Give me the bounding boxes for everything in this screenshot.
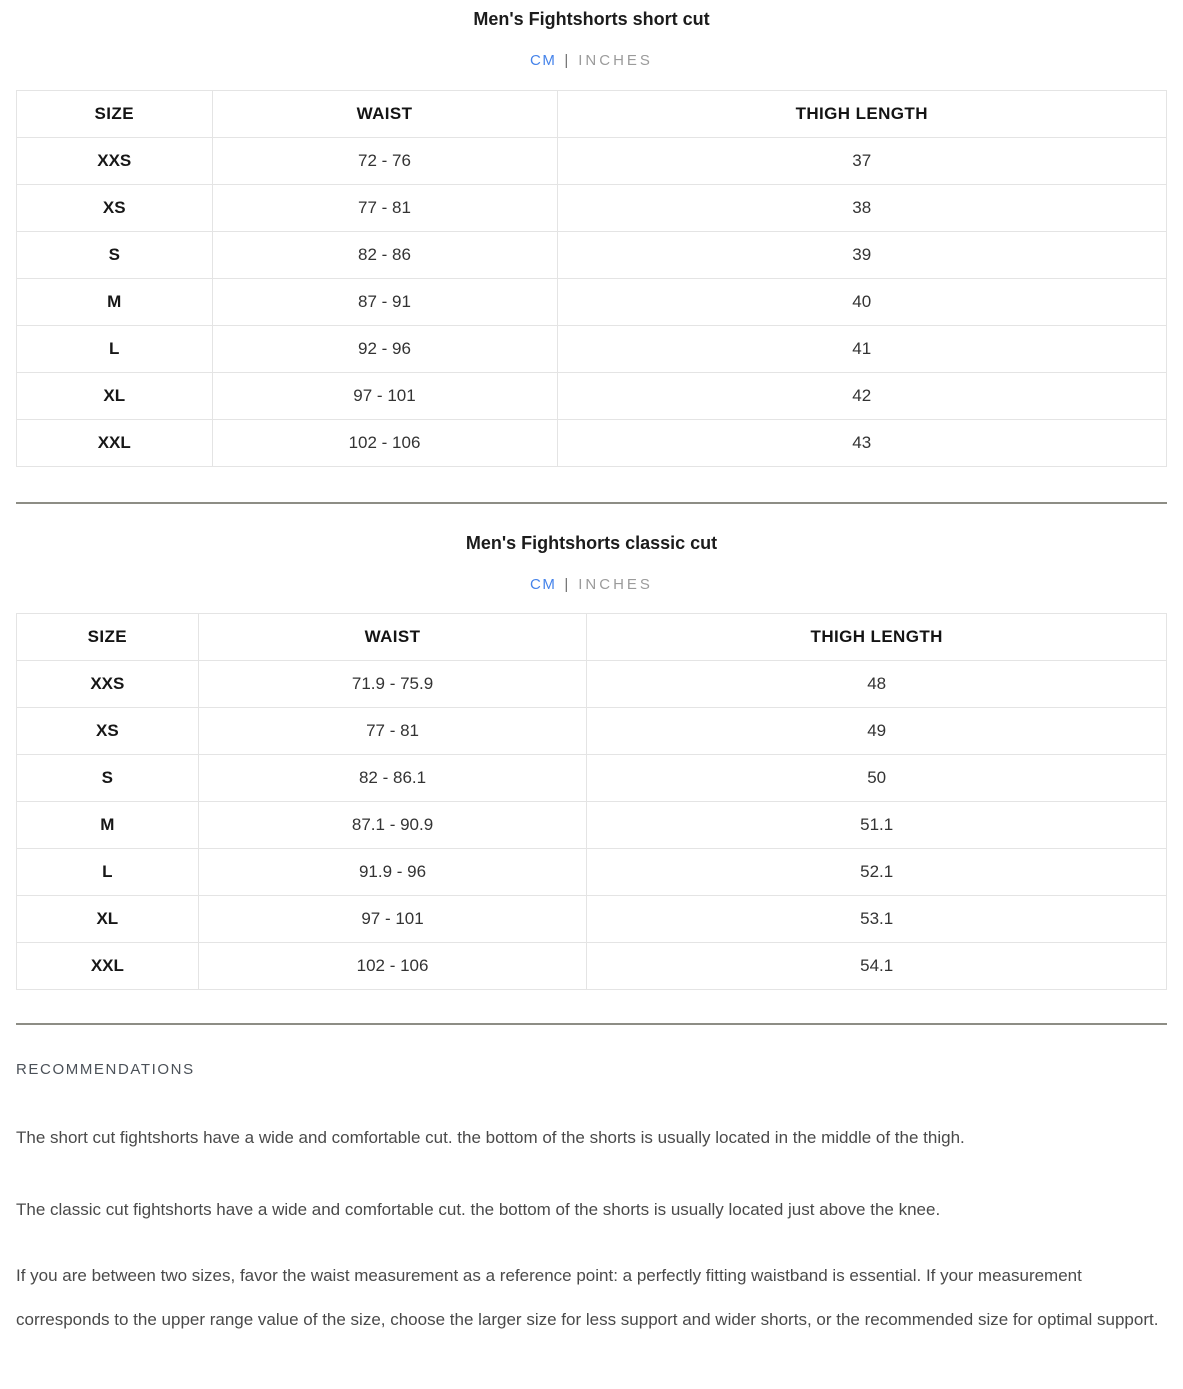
table-row xyxy=(17,138,1167,185)
table-row xyxy=(17,661,1167,708)
table-row xyxy=(17,185,1167,232)
thigh-length-cell: 43 xyxy=(557,420,1167,467)
header-waist: WAIST xyxy=(212,91,557,138)
size-cell: M xyxy=(17,802,199,849)
size-cell: XL xyxy=(17,896,199,943)
cm-toggle[interactable]: CM xyxy=(530,52,557,69)
header-thigh-length: THIGH LENGTH xyxy=(587,614,1167,661)
waist-cell: 102 - 106 xyxy=(198,943,587,990)
thigh-length-cell: 40 xyxy=(557,279,1167,326)
size-cell: M xyxy=(17,279,213,326)
section-short-cut xyxy=(0,8,1183,467)
thigh-length-cell: 49 xyxy=(587,708,1167,755)
waist-cell: 87 - 91 xyxy=(212,279,557,326)
unit-toggle xyxy=(0,52,1183,70)
size-table-classic-cut xyxy=(16,613,1167,990)
table-row xyxy=(17,373,1167,420)
cm-toggle[interactable]: CM xyxy=(530,576,557,593)
thigh-length-cell: 41 xyxy=(557,326,1167,373)
inches-toggle[interactable]: INCHES xyxy=(578,576,653,593)
recommendation-paragraph-short-cut: The short cut fightshorts have a wide and comfortable cut. the bottom of the shorts is usually located in the middle of the thigh. xyxy=(16,1128,965,1147)
table-row xyxy=(17,708,1167,755)
size-cell: XS xyxy=(17,708,199,755)
table-row xyxy=(17,896,1167,943)
thigh-length-cell: 39 xyxy=(557,232,1167,279)
thigh-length-cell: 42 xyxy=(557,373,1167,420)
waist-cell: 71.9 - 75.9 xyxy=(198,661,587,708)
header-waist: WAIST xyxy=(198,614,587,661)
recommendation-paragraph-sizing-advice: If you are between two sizes, favor the waist measurement as a reference point: a perfectly fitting waistband is essential. If your measurement corresponds to the upper range value of the size, choose the larger size for less support and wider shorts, or the recommended size for optimal support. xyxy=(16,1266,1159,1329)
table-row xyxy=(17,232,1167,279)
size-table-short-cut xyxy=(16,90,1167,467)
thigh-length-cell: 53.1 xyxy=(587,896,1167,943)
waist-cell: 97 - 101 xyxy=(212,373,557,420)
size-cell: XXS xyxy=(17,661,199,708)
table-header-row xyxy=(17,91,1167,138)
thigh-length-cell: 37 xyxy=(557,138,1167,185)
table-header-row xyxy=(17,614,1167,661)
recommendations-section xyxy=(16,1061,1167,1350)
size-cell: L xyxy=(17,326,213,373)
thigh-length-cell: 50 xyxy=(587,755,1167,802)
section-title-short-cut: Men's Fightshorts short cut xyxy=(473,9,710,29)
waist-cell: 82 - 86 xyxy=(212,232,557,279)
size-cell: S xyxy=(17,232,213,279)
waist-cell: 102 - 106 xyxy=(212,420,557,467)
size-cell: S xyxy=(17,755,199,802)
table-row xyxy=(17,943,1167,990)
waist-cell: 77 - 81 xyxy=(198,708,587,755)
table-row xyxy=(17,849,1167,896)
unit-toggle xyxy=(0,576,1183,594)
thigh-length-cell: 52.1 xyxy=(587,849,1167,896)
thigh-length-cell: 48 xyxy=(587,661,1167,708)
section-classic-cut xyxy=(0,532,1183,990)
table-row xyxy=(17,279,1167,326)
waist-cell: 72 - 76 xyxy=(212,138,557,185)
table-row xyxy=(17,420,1167,467)
waist-cell: 97 - 101 xyxy=(198,896,587,943)
size-cell: XXL xyxy=(17,943,199,990)
recommendations-heading: RECOMMENDATIONS xyxy=(16,1061,195,1078)
thigh-length-cell: 51.1 xyxy=(587,802,1167,849)
header-size: SIZE xyxy=(17,91,213,138)
thigh-length-cell: 38 xyxy=(557,185,1167,232)
inches-toggle[interactable]: INCHES xyxy=(578,52,653,69)
size-cell: XS xyxy=(17,185,213,232)
table-row xyxy=(17,755,1167,802)
waist-cell: 77 - 81 xyxy=(212,185,557,232)
size-cell: XL xyxy=(17,373,213,420)
section-title-classic-cut: Men's Fightshorts classic cut xyxy=(465,533,718,553)
waist-cell: 82 - 86.1 xyxy=(198,755,587,802)
size-cell: XXS xyxy=(17,138,213,185)
recommendation-paragraph-classic-cut: The classic cut fightshorts have a wide and comfortable cut. the bottom of the shorts is usually located just above the knee. xyxy=(16,1200,941,1219)
header-size: SIZE xyxy=(17,614,199,661)
table-row xyxy=(17,326,1167,373)
unit-toggle-separator: | xyxy=(564,52,569,69)
thigh-length-cell: 54.1 xyxy=(587,943,1167,990)
section-divider xyxy=(16,502,1167,504)
table-row xyxy=(17,802,1167,849)
size-cell: L xyxy=(17,849,199,896)
header-thigh-length: THIGH LENGTH xyxy=(557,91,1167,138)
waist-cell: 92 - 96 xyxy=(212,326,557,373)
unit-toggle-separator: | xyxy=(564,576,569,593)
section-divider xyxy=(16,1023,1167,1025)
size-cell: XXL xyxy=(17,420,213,467)
waist-cell: 91.9 - 96 xyxy=(198,849,587,896)
waist-cell: 87.1 - 90.9 xyxy=(198,802,587,849)
